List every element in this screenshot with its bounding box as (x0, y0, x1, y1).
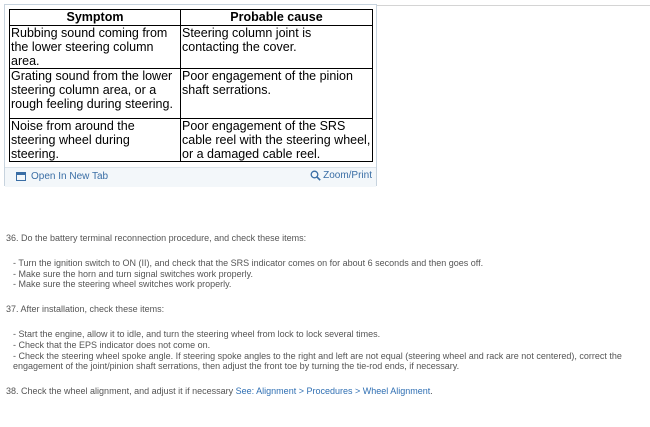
cause-cell: Poor engagement of the pinion shaft serrations. (181, 69, 373, 119)
symptom-table-figure (4, 4, 377, 186)
magnifier-icon (310, 170, 321, 181)
top-divider (370, 5, 650, 6)
header-symptom: Symptom (10, 10, 181, 26)
symptom-cell: Rubbing sound coming from the lower steering column area. (10, 26, 181, 69)
open-in-new-tab-link[interactable] (16, 171, 108, 182)
symptom-table (9, 9, 373, 162)
new-tab-icon (16, 172, 26, 181)
cause-cell: Poor engagement of the SRS cable reel with the steering wheel, or a damaged cable reel. (181, 119, 373, 162)
table-row (10, 26, 373, 69)
procedure-steps (6, 233, 646, 397)
zoom-print-label: Zoom/Print (323, 170, 372, 181)
step-36-title: 36. Do the battery terminal reconnection procedure, and check these items: (6, 233, 307, 243)
symptom-cell: Grating sound from the lower steering column area, or a rough feeling during steering. (10, 69, 181, 119)
step-38-end: . (430, 386, 433, 397)
open-in-new-tab-label: Open In New Tab (31, 171, 109, 182)
table-header-row (10, 10, 373, 26)
step-37-item: - Start the engine, allow it to idle, and turn the steering wheel from lock to lock several times. (13, 328, 381, 339)
zoom-print-link[interactable] (310, 170, 372, 181)
step-38-line (6, 386, 646, 397)
symptom-cell: Noise from around the steering wheel during steering. (10, 119, 181, 162)
table-row (10, 69, 373, 119)
table-row (10, 119, 373, 162)
cause-cell: Steering column joint is contacting the cover. (181, 26, 373, 69)
header-probable-cause: Probable cause (181, 10, 373, 26)
step-37-item: - Check the steering wheel spoke angle. If steering spoke angles to the right and left are not equal (steering wheel and rack are not centered), correct the engagement of the joint/pinion shaft serrations, then adjust the front toe by turning the tie-rod ends, if necessary. (13, 350, 622, 372)
step-37-item: - Check that the EPS indicator does not come on. (13, 339, 211, 350)
step-38-title: 38. Check the wheel alignment, and adjust it if necessary (6, 386, 234, 397)
figure-footer (5, 167, 376, 187)
wheel-alignment-link[interactable]: See: Alignment > Procedures > Wheel Alignment (235, 386, 431, 397)
step-36-item: - Make sure the horn and turn signal switches work properly. (13, 268, 253, 279)
step-36-item: - Make sure the steering wheel switches work properly. (13, 279, 232, 290)
step-36-item: - Turn the ignition switch to ON (II), and check that the SRS indicator comes on for about 6 seconds and then goes off. (13, 257, 484, 268)
step-37-title: 37. After installation, check these items: (6, 304, 165, 315)
